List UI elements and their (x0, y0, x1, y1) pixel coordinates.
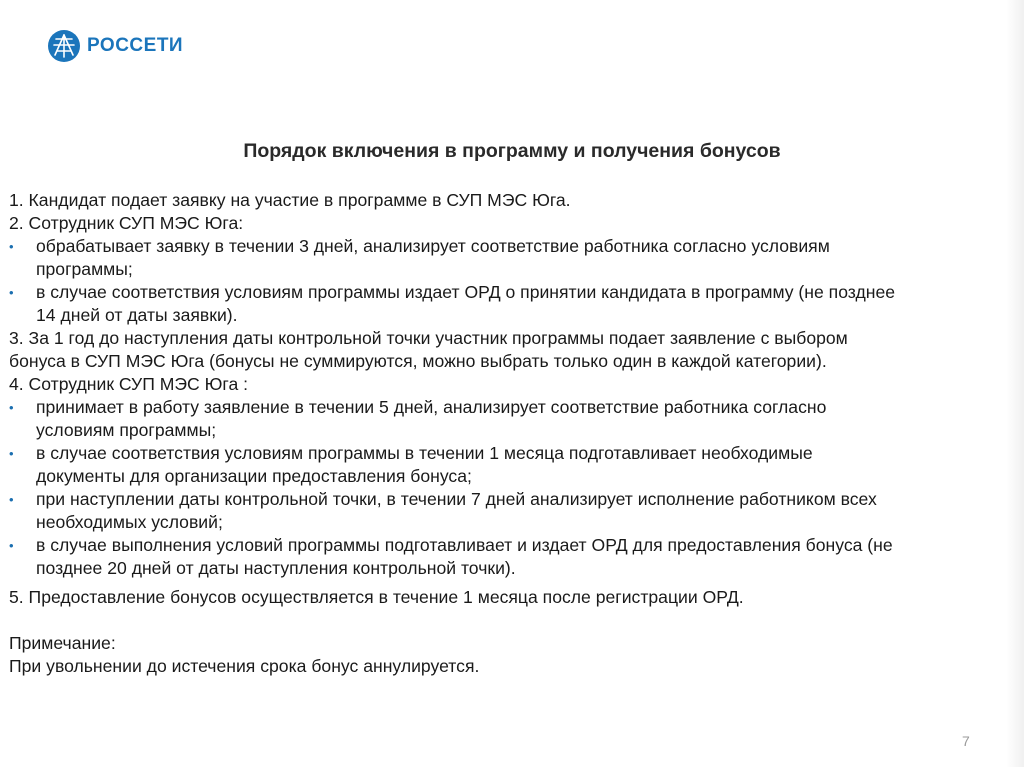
list-item (9, 235, 1019, 281)
bullet-icon: • (9, 492, 14, 507)
bullet-line: условиям программы; (36, 420, 217, 440)
item-1: 1. Кандидат подает заявку на участие в программе в СУП МЭС Юга. (9, 190, 571, 210)
bullet-line: 14 дней от даты заявки). (36, 305, 238, 325)
bullet-line: обрабатывает заявку в течении 3 дней, анализирует соответствие работника согласно условиям (36, 236, 830, 256)
bullet-icon: • (9, 239, 14, 254)
bullet-line: в случае соответствия условиям программы в течении 1 месяца подготавливает необходимые (36, 443, 813, 463)
item-3-line: бонуса в СУП МЭС Юга (бонусы не суммируются, можно выбрать только один в каждой категории). (9, 351, 827, 371)
bullet-icon: • (9, 538, 14, 553)
note-label: Примечание: (9, 633, 116, 653)
note-text: При увольнении до истечения срока бонус аннулируется. (9, 656, 480, 676)
list-item (9, 396, 1019, 442)
bullet-line: позднее 20 дней от даты наступления контрольной точки). (36, 558, 516, 578)
list-item (9, 442, 1019, 488)
list-item (9, 488, 1019, 534)
bullet-line: необходимых условий; (36, 512, 223, 532)
bullet-icon: • (9, 446, 14, 461)
bullet-line: в случае выполнения условий программы подготавливает и издает ОРД для предоставления бонуса (не (36, 535, 893, 555)
item-5: 5. Предоставление бонусов осуществляется в течение 1 месяца после регистрации ОРД. (9, 587, 744, 607)
bullet-icon: • (9, 285, 14, 300)
bullet-line: при наступлении даты контрольной точки, в течении 7 дней анализирует исполнение работником всех (36, 489, 877, 509)
list-item (9, 281, 1019, 327)
bullet-line: в случае соответствия условиям программы издает ОРД о принятии кандидата в программу (не позднее (36, 282, 896, 302)
brand-name: РОССЕТИ (87, 35, 184, 56)
page-number: 7 (962, 733, 970, 749)
item-3-line: 3. За 1 год до наступления даты контрольной точки участник программы подает заявление с выбором (9, 328, 848, 348)
rosseti-emblem-icon (47, 29, 81, 63)
spacer (9, 609, 1019, 632)
bullet-icon: • (9, 400, 14, 415)
procedure-body (9, 189, 1019, 678)
list-item (9, 534, 1019, 580)
bullet-line: документы для организации предоставления бонуса; (36, 466, 472, 486)
bullet-line: программы; (36, 259, 133, 279)
rosseti-logo (47, 29, 183, 63)
item-4-intro: 4. Сотрудник СУП МЭС Юга : (9, 374, 249, 394)
item-2-intro: 2. Сотрудник СУП МЭС Юга: (9, 213, 244, 233)
bullet-line: принимает в работу заявление в течении 5 дней, анализирует соответствие работника согласно (36, 397, 827, 417)
page-title: Порядок включения в программу и получения бонусов (243, 140, 781, 162)
